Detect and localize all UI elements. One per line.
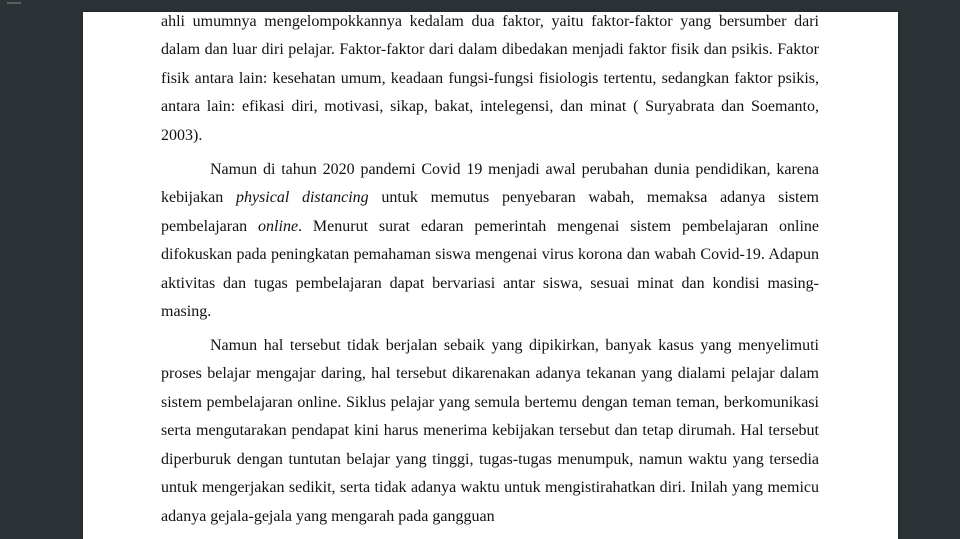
paragraph-2-text-c: . Menurut surat edaran pemerintah mengenai sistem pembelajaran online difokuskan pada peningkatan pemahaman siswa mengenai virus korona dan wabah Covid-19. Adapun aktivitas dan tugas pembelajaran dapat bervariasi antar siswa, sesuai minat dan kondisi masing-masing.	[161, 217, 820, 321]
paragraph-2-italic-online: online	[258, 217, 299, 235]
paragraph-3-text: Namun hal tersebut tidak berjalan sebaik yang dipikirkan, banyak kasus yang menyelimuti proses belajar mengajar daring, hal tersebut dikarenakan adanya tekanan yang dialami pelajar dalam sistem pembelajaran online. Siklus pelajar yang semula bertemu dengan teman teman, berkomunikasi serta mengutarakan pendapat kini harus menerima kebijakan tersebut dan tetap dirumah. Hal tersebut diperburuk dengan tuntutan belajar yang tinggi, tugas-tugas menumpuk, namun waktu yang tersedia untuk mengerjakan sedikit, serta tidak adanya waktu untuk mengistirahatkan diri. Inilah yang memicu adanya gejala-gejala yang mengarah pada gangguan	[161, 336, 819, 525]
page-text-body	[161, 8, 819, 537]
paragraph-3	[161, 332, 819, 531]
corner-mark	[7, 2, 21, 4]
document-page	[83, 12, 898, 539]
paragraph-2-italic-physical-distancing: physical distancing	[235, 189, 369, 207]
paragraph-2	[161, 156, 819, 327]
paragraph-2-text-a: Namun di tahun 2020 pandemi Covid 19 menjadi awal perubahan dunia pendidikan, karena kebijakan	[161, 160, 819, 207]
paragraph-1	[161, 8, 819, 150]
paragraph-2-text-b: untuk memutus penyebaran wabah, memaksa adanya sistem pembelajaran	[161, 189, 820, 235]
paragraph-1-text: ahli umumnya mengelompokkannya kedalam dua faktor, yaitu faktor-faktor yang bersumber dari dalam dan luar diri pelajar. Faktor-faktor dari dalam dibedakan menjadi faktor fisik dan psikis. Faktor fisik antara lain: kesehatan umum, keadaan fungsi-fungsi fisiologis tertentu, sedangkan faktor psikis, antara lain: efikasi diri, motivasi, sikap, bakat, intelegensi, dan minat ( Suryabrata dan Soemanto, 2003).	[161, 13, 819, 144]
